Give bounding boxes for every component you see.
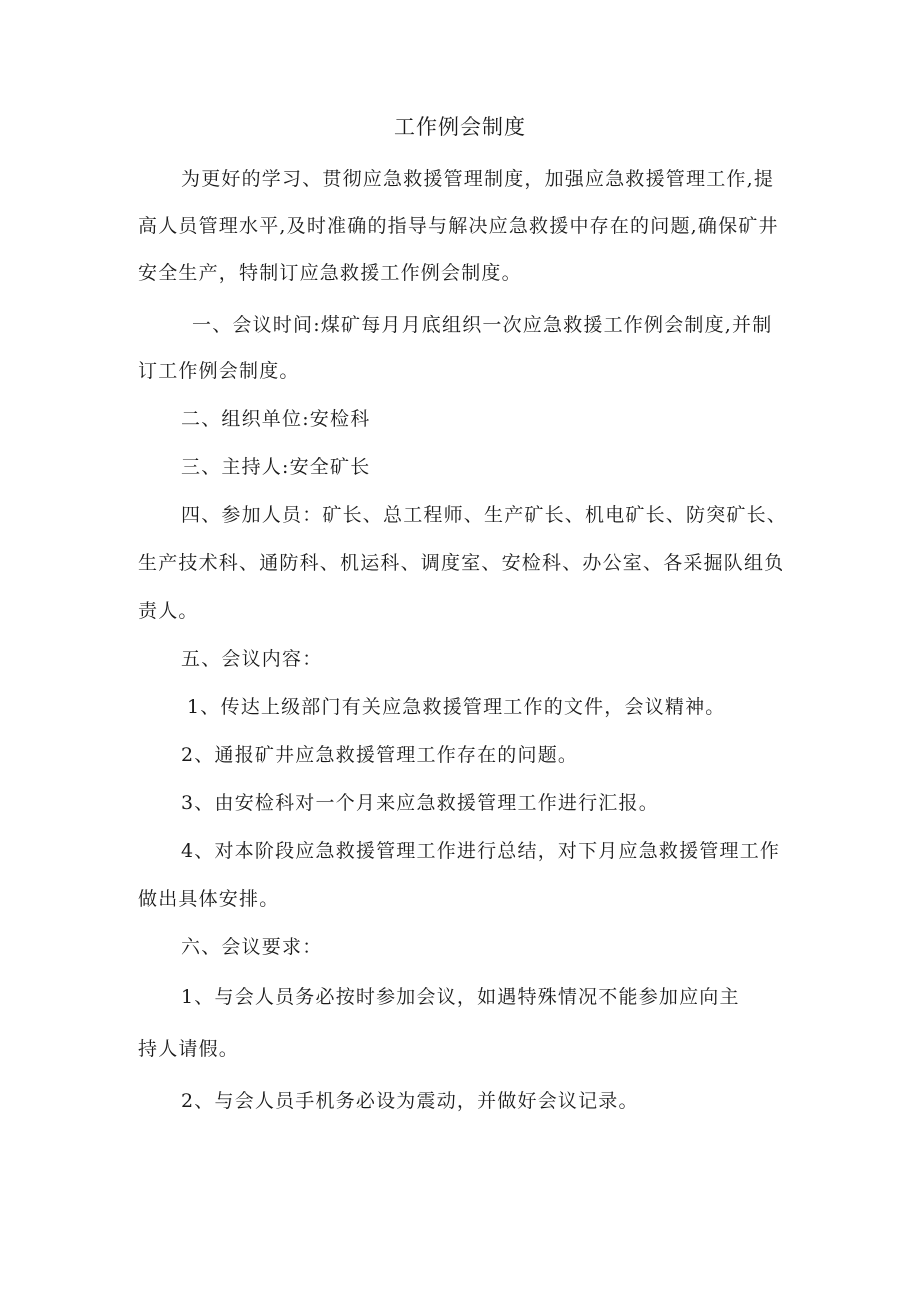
paragraph-line: 2、通报矿井应急救援管理工作存在的问题。 bbox=[181, 744, 579, 766]
paragraph-line: 持人请假。 bbox=[138, 1038, 240, 1060]
paragraph-line: 二、组织单位:安检科 bbox=[181, 408, 371, 430]
paragraph-line: 3、由安检科对一个月来应急救援管理工作进行汇报。 bbox=[181, 792, 659, 814]
paragraph-line: 为更好的学习、贯彻应急救援管理制度，加强应急救援管理工作,提 bbox=[181, 168, 775, 190]
paragraph-line: 责人。 bbox=[138, 600, 199, 622]
paragraph-line: 四、参加人员：矿长、总工程师、生产矿长、机电矿长、防突矿长、 bbox=[181, 504, 788, 526]
paragraph-line: 高人员管理水平,及时准确的指导与解决应急救援中存在的问题,确保矿井 bbox=[138, 215, 779, 237]
paragraph-line: 4、对本阶段应急救援管理工作进行总结，对下月应急救援管理工作 bbox=[181, 840, 781, 862]
paragraph-line: 2、与会人员手机务必设为震动，并做好会议记录。 bbox=[181, 1090, 639, 1112]
paragraph-line: 做出具体安排。 bbox=[138, 888, 280, 910]
document-title: 工作例会制度 bbox=[394, 115, 526, 139]
paragraph-line: 五、会议内容： bbox=[181, 648, 323, 670]
paragraph-line: 一、会议时间:煤矿每月月底组织一次应急救援工作例会制度,并制 bbox=[192, 314, 773, 336]
paragraph-line: 六、会议要求： bbox=[181, 936, 323, 958]
paragraph-line: 订工作例会制度。 bbox=[138, 360, 300, 382]
paragraph-line: 安全生产，特制订应急救援工作例会制度。 bbox=[138, 262, 522, 284]
paragraph-line: 1、与会人员务必按时参加会议，如遇特殊情况不能参加应向主 bbox=[181, 986, 740, 1008]
paragraph-line: 1、传达上级部门有关应急救援管理工作的文件，会议精神。 bbox=[187, 696, 726, 718]
paragraph-line: 生产技术科、通防科、机运科、调度室、安检科、办公室、各采掘队组负 bbox=[138, 552, 785, 574]
paragraph-line: 三、主持人:安全矿长 bbox=[181, 456, 371, 478]
